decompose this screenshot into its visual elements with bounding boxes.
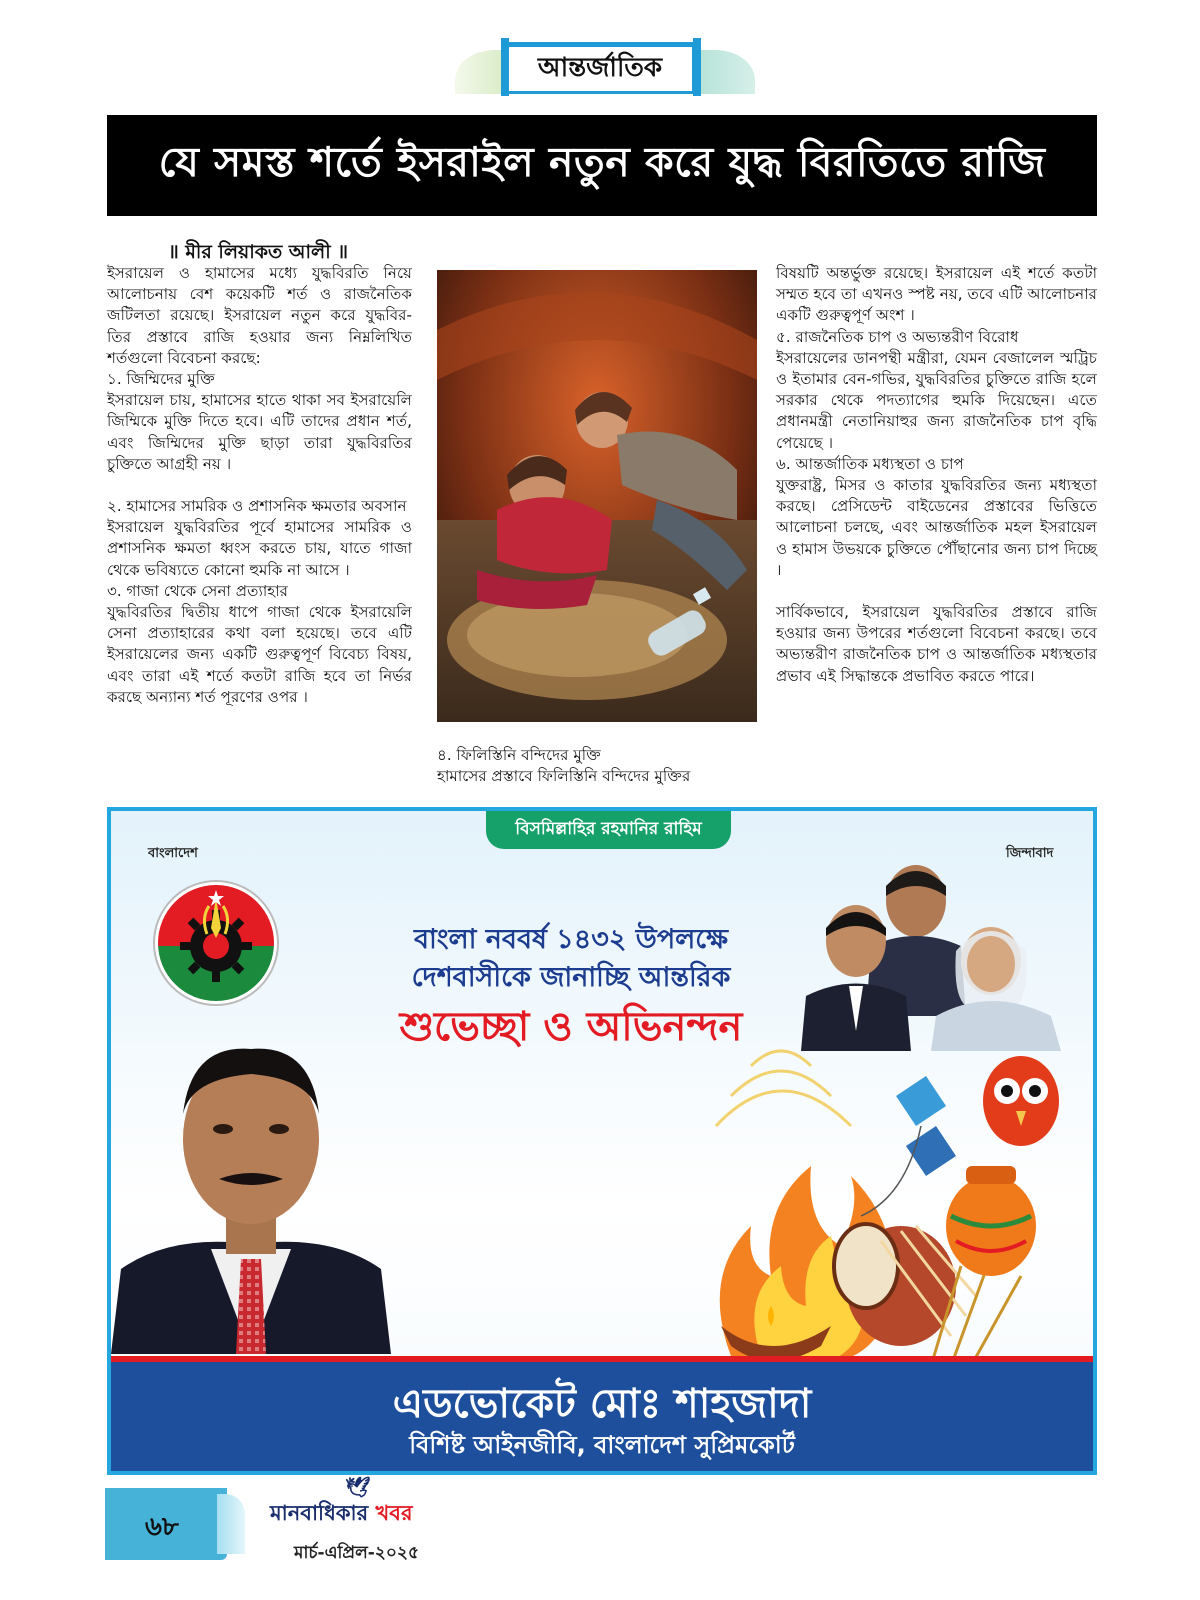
paragraph: সার্বিকভাবে, ইসরায়েল যুদ্ধবিরতির প্রস্তাবে রাজি হওয়ার জন্য উপরের শর্তগুলো বিবেচনা করছে। তবে অভ্যন্তরীণ রাজনৈতিক চাপ ও আন্তর্জাতিক মধ্যস্থতার প্রভাব এই সিদ্ধান্তকে প্রভাবিত করতে পারে।	[776, 603, 1097, 685]
subheading: ১. জিম্মিদের মুক্তি	[107, 370, 215, 389]
section-tag-cap	[693, 38, 701, 96]
paragraph: ইসরায়েল যুদ্ধবিরতির পূর্বে হামাসের সামরিক ও প্রশাসনিক ক্ষমতা ধ্বংস করতে চায়, যাতে গাজা থেকে ভবিষ্যতে কোনো হুমকি না আসে ।	[107, 518, 412, 579]
byline: ॥ মীর লিয়াকত আলী ॥	[168, 241, 348, 263]
subheading: ৪. ফিলিস্তিনি বন্দিদের মুক্তি	[437, 746, 601, 764]
issue-date: মার্চ-এপ্রিল-২০২৫	[294, 1543, 419, 1563]
party-logo-icon	[151, 878, 281, 1008]
advocate-name: এডভোকেট মোঃ শাহজাদা	[392, 1381, 812, 1427]
section-tag-box	[505, 42, 695, 94]
section-label: আন্তর্জাতিক	[537, 53, 663, 83]
headline-bar	[107, 115, 1097, 216]
paragraph: ইসরায়েল ও হামাসের মধ্যে যুদ্ধবিরতি নিয়ে আলোচনায় বেশ কয়েকটি শর্ত ও রাজনৈতিক জটিলতা রয়েছে। ইসরায়েল নতুন করে যুদ্ধবির- তির প্রস্তাবে রাজি হওয়ার জন্য নিম্নলিখিত শর্তগুলো বিবেচনা করছে:	[107, 264, 412, 367]
children-sleeping-photo-icon	[437, 270, 757, 722]
new-year-festive-illustration-icon	[691, 1026, 1096, 1386]
greeting-line-3: শুভেচ্ছা ও অভিনন্দন	[399, 1004, 743, 1050]
paragraph: ইসরায়েল চায়, হামাসের হাতে থাকা সব ইসরায়েলি জিম্মিকে মুক্তি দিতে হবে। এটি তাদের প্রধান শর্ত, এবং জিম্মিদের মুক্তি ছাড়া তারা যুদ্ধবিরতির চুক্তিতে আগ্রহী নয় ।	[107, 391, 412, 473]
magazine-name-part1: মানবাধিকার	[270, 1500, 369, 1525]
paragraph: যুক্তরাষ্ট্র, মিসর ও কাতার যুদ্ধবিরতির জন্য মধ্যস্থতা করছে। প্রেসিডেন্ট বাইডেনের প্রস্তাবের ভিত্তিতে আলোচনা চলছে, এবং আন্তর্জাতিক মহল ইসরায়েল ও হামাস উভয়কে চুক্তিতে পৌঁছানোর জন্য চাপ দিচ্ছে ।	[776, 476, 1097, 579]
dove-icon: 🕊	[345, 1475, 371, 1499]
page-number: ৬৮	[145, 1512, 179, 1542]
page-number-tab	[105, 1488, 245, 1560]
bismillah-banner: বিসমিল্লাহির রহমানির রাহিম	[486, 811, 731, 849]
page-tab-decoration	[217, 1494, 245, 1554]
greeting-advertisement	[107, 807, 1097, 1475]
name-band	[111, 1356, 1093, 1475]
greeting-line-2: দেশবাসীকে জানাচ্ছি আন্তরিক	[411, 962, 731, 993]
subheading: ৩. গাজা থেকে সেনা প্রত্যাহার	[107, 581, 289, 600]
ad-corner-right: জিন্দাবাদ	[1006, 846, 1054, 861]
magazine-logo	[270, 1475, 470, 1533]
subheading: ৫. রাজনৈতিক চাপ ও অভ্যন্তরীণ বিরোধ	[776, 327, 1019, 346]
ad-corner-left: বাংলাদেশ	[148, 846, 198, 861]
article-column-1	[107, 263, 412, 708]
subheading: ২. হামাসের সামরিক ও প্রশাসনিক ক্ষমতার অবসান	[107, 497, 407, 516]
advocate-portrait-icon	[111, 1019, 391, 1354]
article-column-3	[776, 263, 1097, 687]
article-headline: যে সমস্ত শর্তে ইসরাইল নতুন করে যুদ্ধ বিরতিতে রাজি	[158, 138, 1046, 186]
paragraph: ইসরায়েলের ডানপন্থী মন্ত্রীরা, যেমন বেজালেল স্মট্রিচ ও ইতামার বেন-গভির, যুদ্ধবিরতির চুক্তিতে রাজি হলে সরকার থেকে পদত্যাগের হুমকি দিয়েছেন। এতে প্রধানমন্ত্রী নেতানিয়াহুর জন্য রাজনৈতিক চাপ বৃদ্ধি পেয়েছে ।	[776, 348, 1097, 452]
magazine-name-part2: খবর	[375, 1500, 413, 1525]
article-photo	[437, 270, 757, 722]
greeting-line-1: বাংলা নববর্ষ ১৪৩২ উপলক্ষে	[413, 924, 729, 955]
leaders-portraits-icon	[801, 856, 1071, 1051]
article-column-2	[437, 745, 757, 787]
advocate-title: বিশিষ্ট আইনজীবি, বাংলাদেশ সুপ্রিমকোর্ট	[409, 1431, 795, 1459]
section-tag-cap	[501, 38, 509, 96]
paragraph: যুদ্ধবিরতির দ্বিতীয় ধাপে গাজা থেকে ইসরায়েলি সেনা প্রত্যাহারের কথা বলা হয়েছে। তবে এটি ইসরায়েলের জন্য একটি গুরুত্বপূর্ণ বিবেচ্য বিষয়, এবং তারা এই শর্তে কতটা রাজি হবে তা নির্ভর করছে অন্যান্য শর্ত পূরণের ওপর ।	[107, 603, 412, 706]
subheading: ৬. আন্তর্জাতিক মধ্যস্থতা ও চাপ	[776, 454, 964, 473]
paragraph: বিষয়টি অন্তর্ভুক্ত রয়েছে। ইসরায়েল এই শর্তে কতটা সম্মত হবে তা এখনও স্পষ্ট নয়, তবে এটি আলোচনার একটি গুরুত্বপূর্ণ অংশ ।	[776, 264, 1097, 325]
section-tag	[455, 38, 755, 96]
paragraph: হামাসের প্রস্তাবে ফিলিস্তিনি বন্দিদের মুক্তির	[437, 767, 691, 785]
